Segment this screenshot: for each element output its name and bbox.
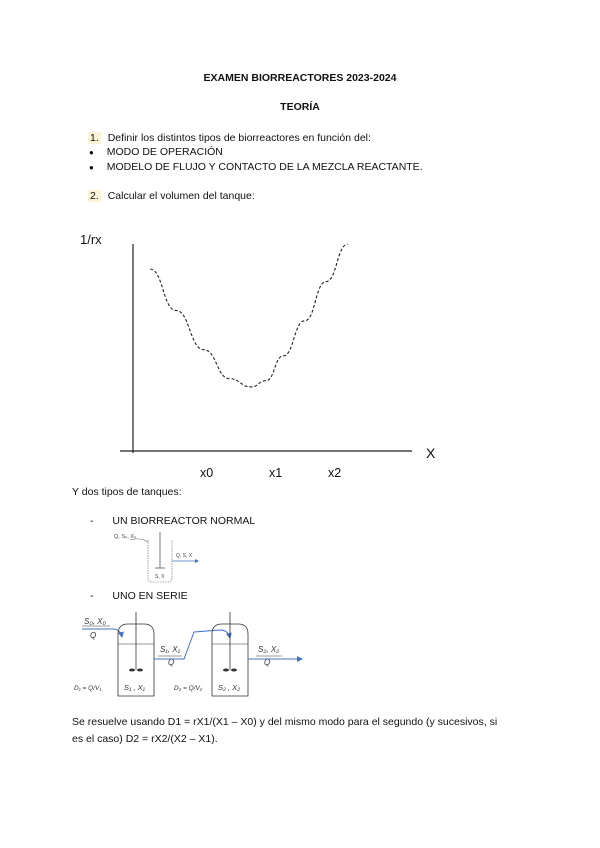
x-tick-x0: x0 (200, 466, 214, 480)
inlet-arrow (82, 629, 122, 637)
tank-type-label: UNO EN SERIE (112, 590, 188, 602)
single-inlet-arrow (130, 539, 148, 542)
outlet-top-label: S₂, X₂ (258, 645, 280, 654)
question-2 (88, 190, 255, 202)
mid-q-label: Q (168, 658, 175, 667)
inlet-q-label: Q (90, 631, 97, 640)
tank-type-label: UN BIORREACTOR NORMAL (112, 515, 256, 527)
conclusion-line-1: Se resuelve usando D1 = rX1/(X1 – X0) y del mismo modo para el segundo (y sucesivos, si (72, 716, 498, 728)
bullet-text: MODELO DE FLUJO Y CONTACTO DE LA MEZCLA REACTANTE. (106, 161, 423, 173)
bullet-item (89, 146, 223, 158)
bullet-icon: ● (89, 148, 94, 157)
question-2-text: Calcular el volumen del tanque: (107, 190, 255, 202)
bullet-item (89, 161, 423, 173)
section-title: TEORÍA (280, 101, 320, 113)
single-inside-label: S, X (155, 574, 165, 580)
tank-1-impeller-icon (129, 669, 135, 672)
tank-1-label: S₁ , X₁ (124, 683, 145, 692)
tank-type-item (90, 590, 188, 602)
series-reactors-diagram (70, 608, 320, 706)
conclusion-line-2: es el caso) D2 = rX2/(X2 – X1). (72, 733, 218, 745)
x-tick-x1: x1 (269, 466, 283, 480)
arrowhead-icon (195, 559, 199, 563)
outlet-q-label: Q (264, 658, 271, 667)
tanks-intro: Y dos tipos de tanques: (72, 486, 182, 498)
exam-title: EXAMEN BIORREACTORES 2023-2024 (203, 72, 397, 84)
d2-label: D₂ = Q/V₂ (174, 685, 203, 692)
levenspiel-chart (60, 222, 460, 484)
inlet-top-label: S₀, X₀ (84, 617, 106, 626)
tank-2-label: S₂ , X₂ (218, 683, 240, 692)
tank-2-impeller-icon (231, 669, 237, 672)
tank-1-impeller-icon (137, 669, 143, 672)
curve-1-rx (150, 244, 347, 387)
single-inlet-label: Q, S₀, X₀ (114, 534, 137, 540)
question-1-number: 1. (90, 132, 99, 144)
x-axis-label: X (426, 445, 436, 461)
x-tick-x2: x2 (328, 466, 342, 480)
bullet-icon: ● (89, 163, 94, 172)
bullet-text: MODO DE OPERACIÓN (106, 146, 223, 158)
mid-top-label: S₁, X₁ (160, 645, 181, 654)
dash-marker: - (90, 590, 94, 602)
dash-marker: - (90, 515, 94, 527)
single-reactor-diagram (110, 530, 210, 586)
question-1-text: Definir los distintos tipos de biorreactores en función del: (107, 132, 371, 144)
question-2-number: 2. (90, 190, 99, 202)
y-axis-label: 1/rx (80, 232, 102, 247)
d1-label: D₁ = Q/V₁ (74, 685, 102, 692)
question-1 (88, 132, 371, 144)
single-outlet-label: Q, S, X (176, 553, 193, 559)
tank-2-impeller-icon (223, 669, 229, 672)
tank-type-item (90, 515, 255, 527)
